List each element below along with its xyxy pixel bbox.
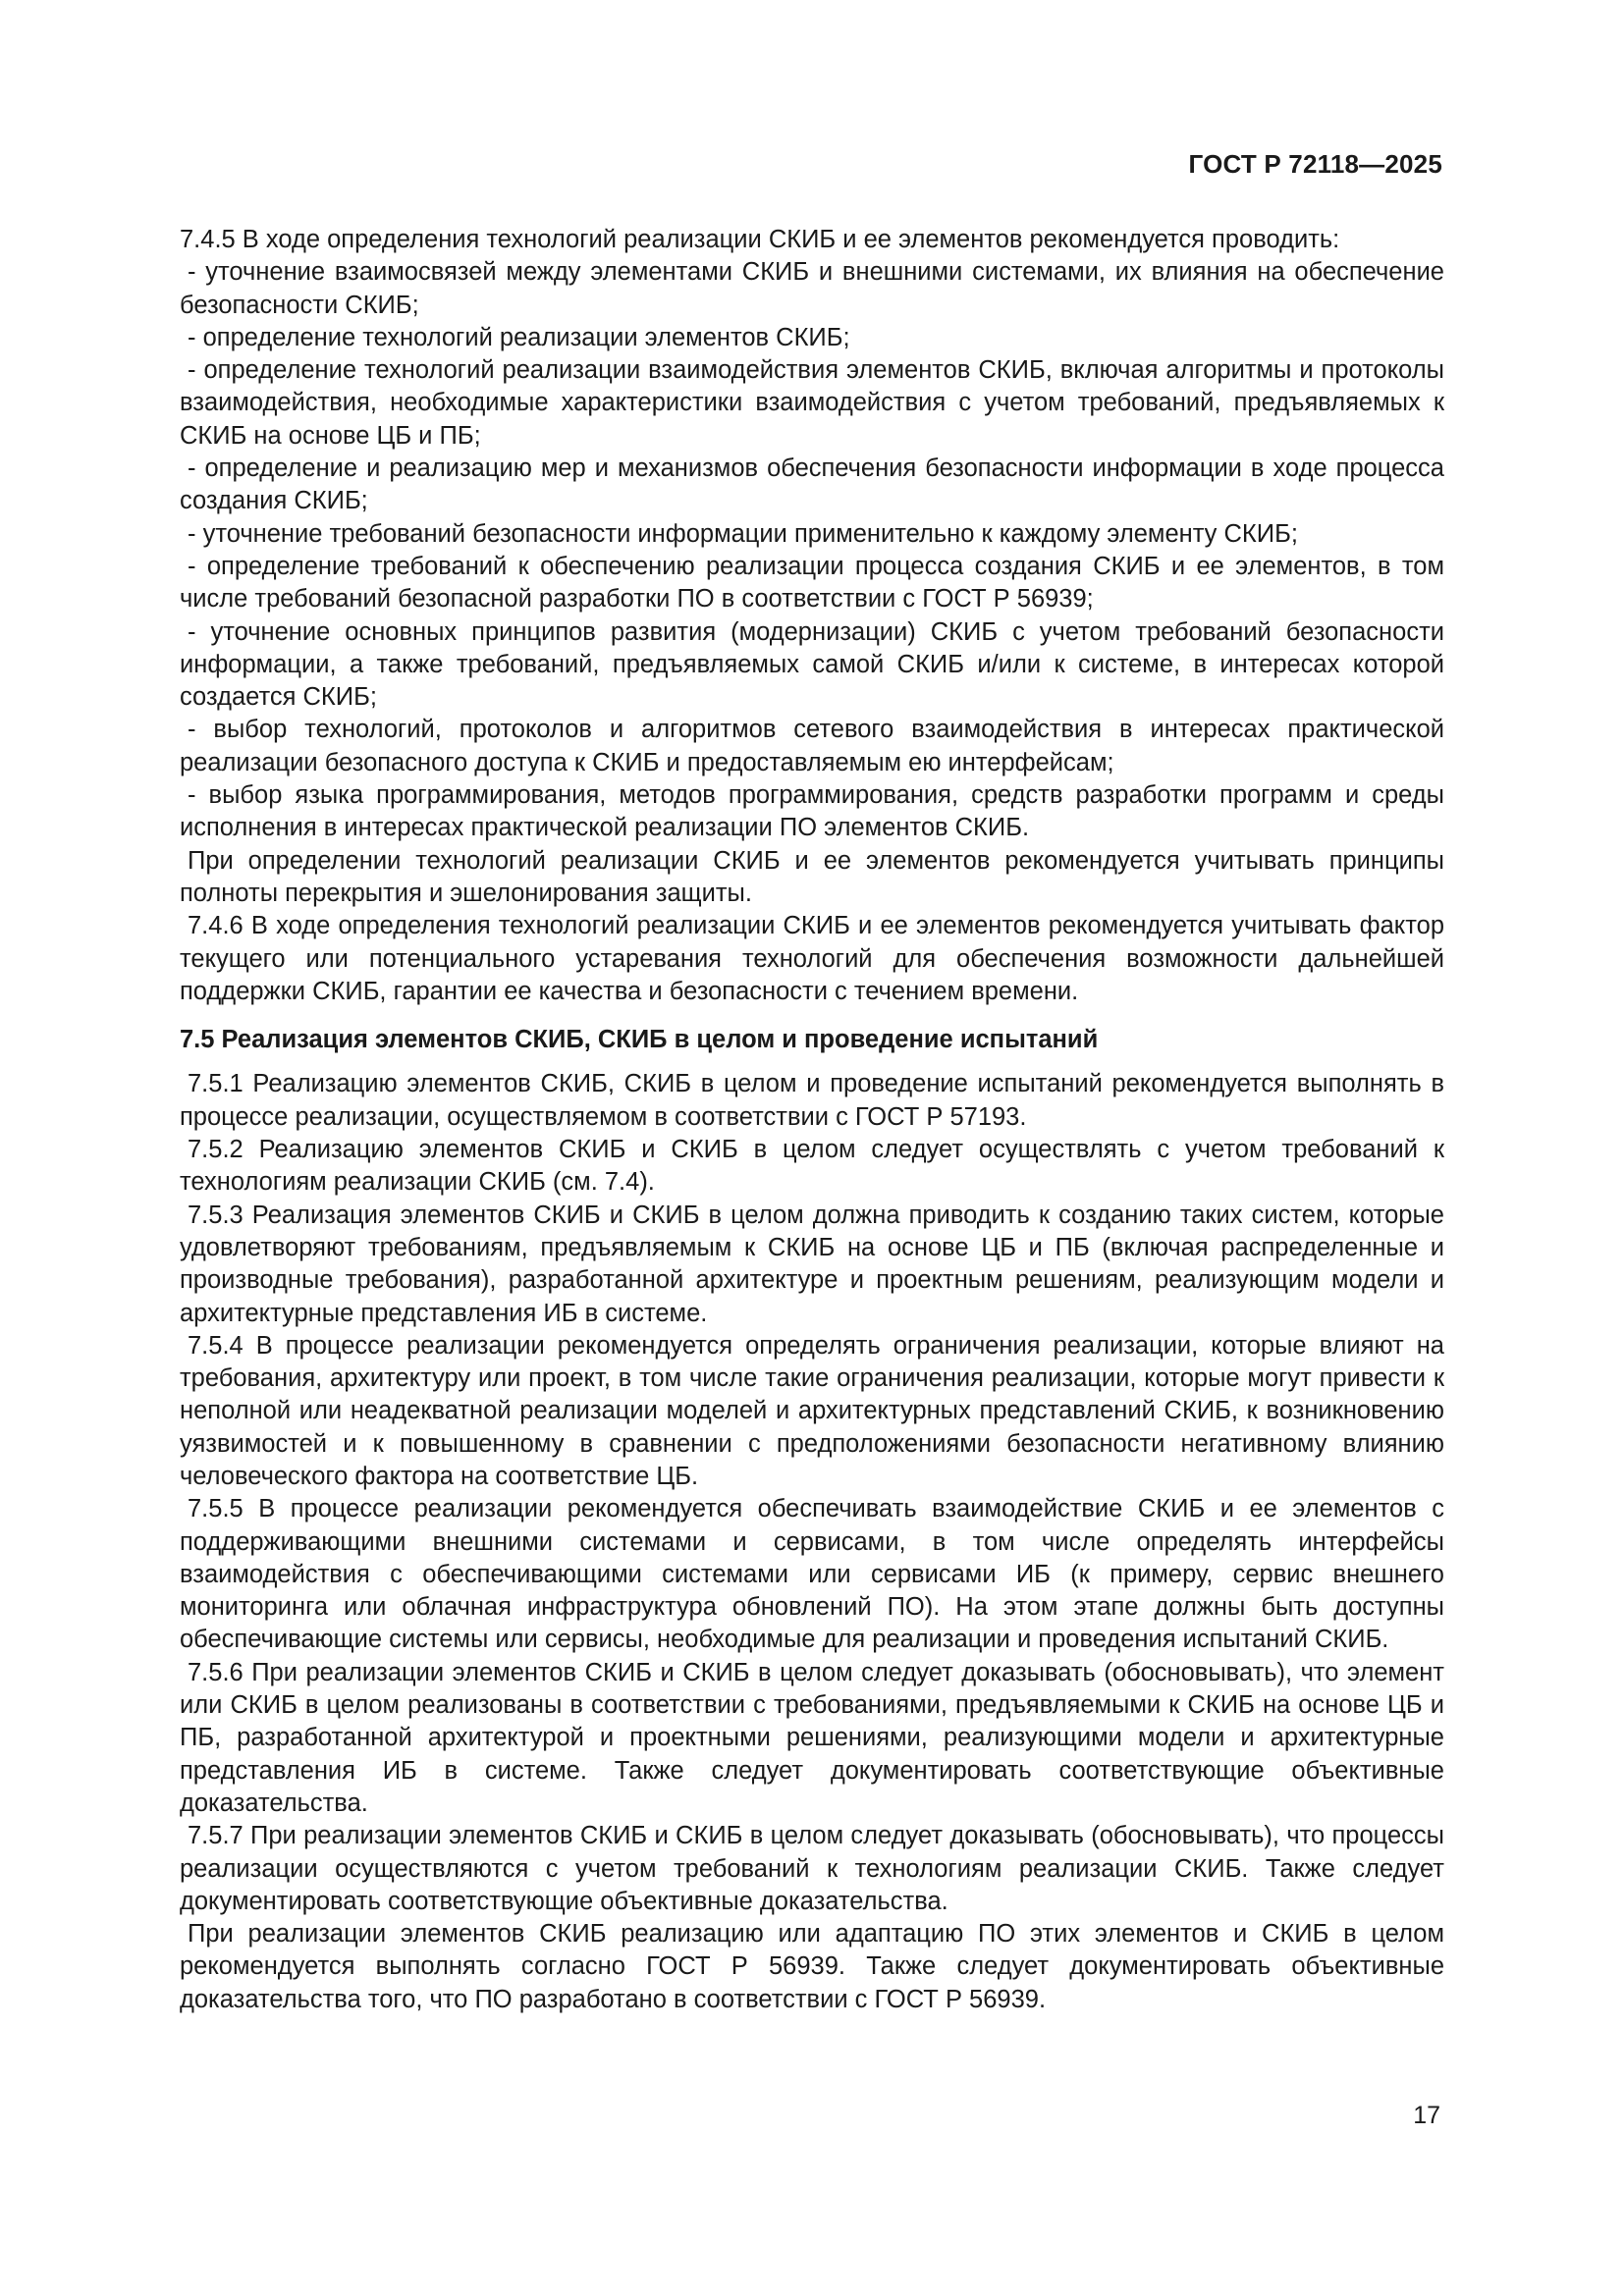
clause-7-4-6: 7.4.6 В ходе определения технологий реализации СКИБ и ее элементов рекомендуется учитывать фактор текущего или потенциального устаревания технологий для обеспечения возможности дальнейшей поддержки СКИБ, гарантии ее качества и безопасности с течением времени.: [180, 912, 1444, 1005]
list-item: - определение требований к обеспечению реализации процесса создания СКИБ и ее элементов, в том числе требований безопасной разработки ПО в соответствии с ГОСТ Р 56939;: [180, 552, 1444, 614]
clause-7-5-5: 7.5.5 В процессе реализации рекомендуется обеспечивать взаимодействие СКИБ и ее элементов с поддерживающими внешними системами и сервисами, в том числе определять интерфейсы взаимодействия с обеспечивающими системами или сервисами ИБ (к примеру, сервис внешнего мониторинга или облачная инфраструктура обновлений ПО). На этом этапе должны быть доступны обеспечивающие системы или сервисы, необходимые для реализации и проведения испытаний СКИБ.: [180, 1495, 1444, 1654]
section-heading-7-5: 7.5 Реализация элементов СКИБ, СКИБ в целом и проведение испытаний: [180, 1026, 1099, 1054]
list-item: - уточнение взаимосвязей между элементами СКИБ и внешними системами, их влияния на обеспечение безопасности СКИБ;: [180, 258, 1444, 319]
clause-7-5-6: 7.5.6 При реализации элементов СКИБ и СКИБ в целом следует доказывать (обосновывать), что элемент или СКИБ в целом реализованы в соответствии с требованиями, предъявляемыми к СКИБ на основе ЦБ и ПБ, разработанной архитектурой и проектными решениями, реализующими модели и архитектурные представления ИБ в системе. Также следует документировать соответствующие объективные доказательства.: [180, 1658, 1444, 1817]
clause-7-5-2: 7.5.2 Реализацию элементов СКИБ и СКИБ в целом следует осуществлять с учетом требований к технологиям реализации СКИБ (см. 7.4).: [180, 1136, 1444, 1197]
clause-7-5-7: 7.5.7 При реализации элементов СКИБ и СКИБ в целом следует доказывать (обосновывать), что процессы реализации осуществляются с учетом требований к технологиям реализации СКИБ. Также следует документировать соответствующие объективные доказательства.: [180, 1822, 1444, 1915]
clause-7-5-4: 7.5.4 В процессе реализации рекомендуется определять ограничения реализации, которые влияют на требования, архитектуру или проект, в том числе такие ограничения реализации, которые могут привести к неполной или неадекватной реализации моделей и архитектурных представлений СКИБ, к возникновению уязвимостей и к повышенному в сравнении с предположениями безопасности негативному влиянию человеческого фактора на соответствие ЦБ.: [180, 1331, 1444, 1490]
list-item: - уточнение требований безопасности информации применительно к каждому элементу СКИБ;: [188, 519, 1298, 548]
clause-7-4-5-intro: 7.4.5 В ходе определения технологий реализации СКИБ и ее элементов рекомендуется проводить:: [180, 226, 1340, 253]
page-body: [180, 224, 1444, 2016]
clause-7-5-1: 7.5.1 Реализацию элементов СКИБ, СКИБ в целом и проведение испытаний рекомендуется выполнять в процессе реализации, осуществляемом в соответствии с ГОСТ Р 57193.: [180, 1070, 1444, 1131]
page-number: 17: [1413, 2102, 1440, 2129]
list-item: - уточнение основных принципов развития (модернизации) СКИБ с учетом требований безопасности информации, а также требований, предъявляемых самой СКИБ и/или к системе, в интересах которой создается СКИБ;: [180, 617, 1444, 712]
standard-designation: ГОСТ Р 72118—2025: [1188, 149, 1442, 179]
list-item: - выбор языка программирования, методов программирования, средств разработки программ и среды исполнения в интересах практической реализации ПО элементов СКИБ.: [180, 781, 1444, 842]
list-item: - определение и реализацию мер и механизмов обеспечения безопасности информации в ходе процесса создания СКИБ;: [180, 454, 1444, 515]
clause-7-4-5-closing: При определении технологий реализации СКИБ и ее элементов рекомендуется учитывать принципы полноты перекрытия и эшелонирования защиты.: [180, 846, 1444, 907]
closing-paragraph: При реализации элементов СКИБ реализацию или адаптацию ПО этих элементов и СКИБ в целом рекомендуется выполнять согласно ГОСТ Р 56939. Также следует документировать объективные доказательства того, что ПО разработано в соответствии с ГОСТ Р 56939.: [180, 1920, 1444, 2013]
list-item: - определение технологий реализации взаимодействия элементов СКИБ, включая алгоритмы и протоколы взаимодействия, необходимые характеристики взаимодействия с учетом требований, предъявляемых к СКИБ на основе ЦБ и ПБ;: [180, 356, 1444, 450]
list-item: - выбор технологий, протоколов и алгоритмов сетевого взаимодействия в интересах практической реализации безопасного доступа к СКИБ и предоставляемым ею интерфейсам;: [180, 716, 1444, 776]
list-item: - определение технологий реализации элементов СКИБ;: [188, 323, 850, 351]
clause-7-5-3: 7.5.3 Реализация элементов СКИБ и СКИБ в целом должна приводить к созданию таких систем, которые удовлетворяют требованиям, предъявляемым к СКИБ на основе ЦБ и ПБ (включая распределенные и производные требования), разработанной архитектуре и проектным решениям, реализующим модели и архитектурные представления ИБ в системе.: [180, 1201, 1444, 1327]
